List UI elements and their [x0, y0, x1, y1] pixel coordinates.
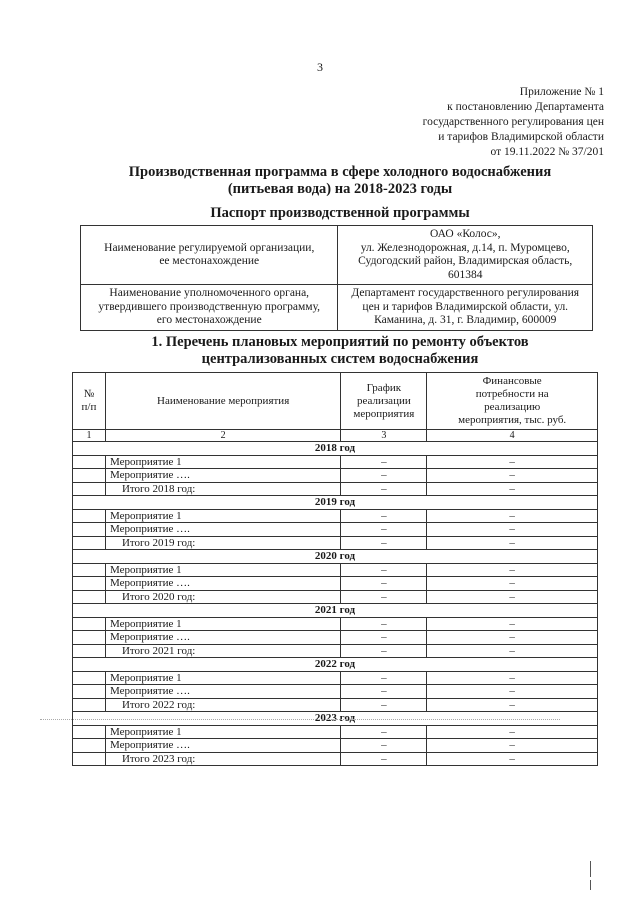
passport-value-line: Судогодский район, Владимирская область, — [358, 255, 573, 267]
schedule-value: – — [341, 644, 427, 658]
measure-name: Мероприятие …. — [105, 685, 340, 699]
schedule-value: – — [341, 469, 427, 483]
table-row — [73, 469, 598, 483]
passport-title: Паспорт производственной программы — [210, 205, 470, 221]
column-number: 4 — [427, 430, 598, 442]
measure-name: Мероприятие …. — [105, 739, 340, 753]
page-number: 3 — [317, 60, 323, 74]
appendix-block — [380, 85, 604, 160]
measure-name: Мероприятие 1 — [105, 617, 340, 631]
year-row — [73, 496, 598, 510]
year-label: 2023 год — [73, 712, 598, 726]
year-row — [73, 442, 598, 456]
column-number: 2 — [105, 430, 340, 442]
header-schedule: График реализации мероприятия — [341, 373, 427, 430]
appendix-line: Приложение № 1 — [519, 86, 604, 98]
section-title-line: 1. Перечень плановых мероприятий по ремонту объектов — [151, 334, 529, 350]
measure-name: Мероприятие …. — [105, 469, 340, 483]
year-row — [73, 604, 598, 618]
section-title-line: централизованных систем водоснабжения — [201, 351, 479, 367]
schedule-value: – — [341, 536, 427, 550]
measure-name: Итого 2020 год: — [105, 590, 340, 604]
schedule-value: – — [341, 482, 427, 496]
row-number — [73, 563, 106, 577]
finance-value: – — [427, 671, 598, 685]
finance-value: – — [427, 698, 598, 712]
finance-value: – — [427, 577, 598, 591]
row-number — [73, 536, 106, 550]
schedule-value: – — [341, 509, 427, 523]
passport-value-line: 601384 — [447, 268, 483, 281]
scan-edge-mark — [590, 861, 591, 877]
schedule-value: – — [341, 671, 427, 685]
measure-name: Итого 2022 год: — [105, 698, 340, 712]
row-number — [73, 725, 106, 739]
finance-value: – — [427, 469, 598, 483]
appendix-line: от 19.11.2022 № 37/201 — [490, 146, 604, 158]
measure-name: Мероприятие …. — [105, 523, 340, 537]
column-number: 1 — [73, 430, 106, 442]
schedule-value: – — [341, 698, 427, 712]
total-row — [73, 482, 598, 496]
total-row — [73, 590, 598, 604]
finance-value: – — [427, 644, 598, 658]
row-number — [73, 590, 106, 604]
finance-value: – — [427, 685, 598, 699]
table-row — [73, 739, 598, 753]
table-header-row — [73, 373, 598, 430]
measure-name: Мероприятие …. — [105, 577, 340, 591]
total-row — [73, 698, 598, 712]
row-number — [73, 739, 106, 753]
row-number — [73, 523, 106, 537]
year-row — [73, 658, 598, 672]
passport-value-line: Департамент государственного регулирования — [351, 287, 580, 299]
total-row — [73, 644, 598, 658]
passport-value-line: Каманина, д. 31, г. Владимир, 600009 — [374, 314, 557, 326]
finance-value: – — [427, 563, 598, 577]
row-number — [73, 752, 106, 766]
row-number — [73, 644, 106, 658]
column-number: 3 — [341, 430, 427, 442]
schedule-value: – — [341, 631, 427, 645]
row-number — [73, 482, 106, 496]
row-number — [73, 455, 106, 469]
year-label: 2021 год — [73, 604, 598, 618]
header-measure-name: Наименование мероприятия — [105, 373, 340, 430]
passport-value-line: цен и тарифов Владимирской области, ул. — [362, 300, 569, 313]
year-row — [73, 550, 598, 564]
total-row — [73, 752, 598, 766]
schedule-value: – — [341, 685, 427, 699]
finance-value: – — [427, 590, 598, 604]
row-number — [73, 631, 106, 645]
passport-value — [338, 285, 593, 331]
schedule-value: – — [341, 455, 427, 469]
appendix-line: и тарифов Владимирской области — [438, 131, 604, 143]
row-number — [73, 509, 106, 523]
measure-name: Мероприятие …. — [105, 631, 340, 645]
year-label: 2022 год — [73, 658, 598, 672]
column-numbers-row — [73, 430, 598, 442]
measure-name: Итого 2019 год: — [105, 536, 340, 550]
schedule-value: – — [341, 563, 427, 577]
finance-value: – — [427, 752, 598, 766]
table-row — [73, 671, 598, 685]
row-number — [73, 685, 106, 699]
title-line: Производственная программа в сфере холодного водоснабжения — [128, 164, 552, 180]
table-row — [73, 725, 598, 739]
table-row — [73, 577, 598, 591]
table-row — [73, 617, 598, 631]
passport-label-line: его местонахождение — [156, 314, 262, 326]
header-finance: Финансовые потребности на реализацию мероприятия, тыс. руб. — [427, 373, 598, 430]
finance-value: – — [427, 482, 598, 496]
row-number — [73, 469, 106, 483]
schedule-value: – — [341, 617, 427, 631]
passport-label — [81, 285, 338, 331]
passport-row — [81, 226, 593, 285]
finance-value: – — [427, 536, 598, 550]
table-row — [73, 685, 598, 699]
scan-edge-mark — [590, 880, 591, 890]
passport-value-line: ОАО «Колос», — [429, 228, 501, 240]
measure-name: Мероприятие 1 — [105, 725, 340, 739]
finance-value: – — [427, 725, 598, 739]
measure-name: Мероприятие 1 — [105, 563, 340, 577]
finance-value: – — [427, 631, 598, 645]
measure-name: Итого 2023 год: — [105, 752, 340, 766]
table-row — [73, 523, 598, 537]
table-row — [73, 631, 598, 645]
appendix-line: к постановлению Департамента — [447, 101, 604, 113]
year-label: 2018 год — [73, 442, 598, 456]
passport-label-line: ее местонахождение — [159, 255, 260, 267]
passport-label — [81, 226, 338, 285]
schedule-value: – — [341, 590, 427, 604]
schedule-value: – — [341, 739, 427, 753]
schedule-value: – — [341, 577, 427, 591]
scan-artifact-line — [40, 719, 560, 720]
measure-name: Итого 2018 год: — [105, 482, 340, 496]
year-label: 2019 год — [73, 496, 598, 510]
measure-name: Мероприятие 1 — [105, 509, 340, 523]
year-label: 2020 год — [73, 550, 598, 564]
measure-name: Мероприятие 1 — [105, 455, 340, 469]
schedule-value: – — [341, 523, 427, 537]
passport-value-line: ул. Железнодорожная, д.14, п. Муромцево, — [360, 241, 570, 254]
section-title — [60, 334, 620, 368]
measure-name: Итого 2021 год: — [105, 644, 340, 658]
title-line: (питьевая вода) на 2018-2023 годы — [227, 181, 453, 197]
appendix-line: государственного регулирования цен — [422, 116, 604, 128]
passport-table — [80, 225, 593, 331]
row-number — [73, 698, 106, 712]
passport-row — [81, 285, 593, 331]
table-row — [73, 455, 598, 469]
measures-table — [72, 372, 598, 766]
row-number — [73, 577, 106, 591]
row-number — [73, 617, 106, 631]
row-number — [73, 671, 106, 685]
passport-label-line: Наименование регулируемой организации, — [104, 241, 315, 254]
finance-value: – — [427, 455, 598, 469]
total-row — [73, 536, 598, 550]
finance-value: – — [427, 523, 598, 537]
finance-value: – — [427, 617, 598, 631]
schedule-value: – — [341, 725, 427, 739]
finance-value: – — [427, 739, 598, 753]
passport-value — [338, 226, 593, 285]
header-number: № п/п — [73, 373, 106, 430]
document-title — [60, 164, 620, 198]
table-row — [73, 563, 598, 577]
finance-value: – — [427, 509, 598, 523]
schedule-value: – — [341, 752, 427, 766]
passport-label-line: утвердившего производственную программу, — [98, 300, 321, 313]
passport-label-line: Наименование уполномоченного органа, — [109, 287, 310, 299]
table-row — [73, 509, 598, 523]
measure-name: Мероприятие 1 — [105, 671, 340, 685]
